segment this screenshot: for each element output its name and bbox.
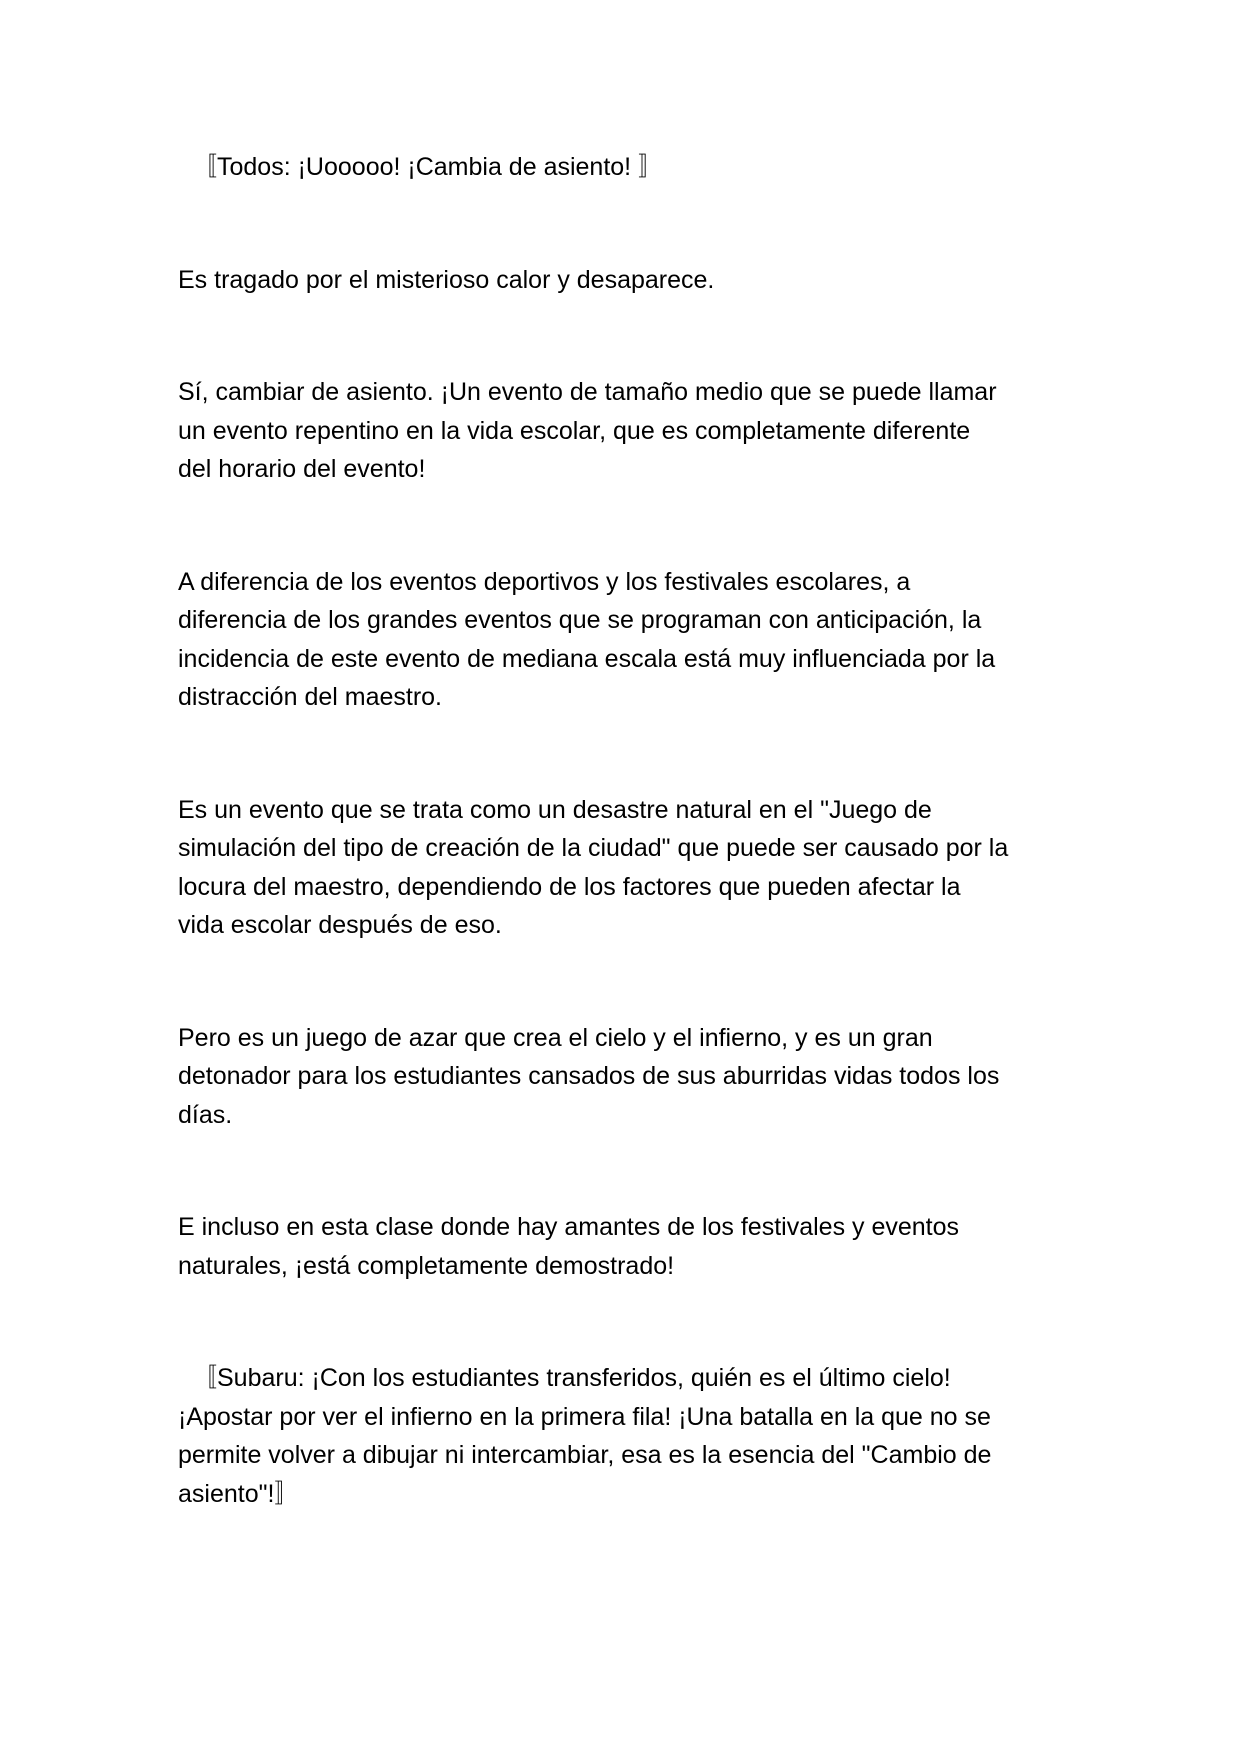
paragraph-line: Es tragado por el misterioso calor y desaparece. xyxy=(178,265,715,294)
paragraph-line: un evento repentino en la vida escolar, que es completamente diferente xyxy=(178,416,971,445)
paragraph-line: 〚Todos: ¡Uooooo! ¡Cambia de asiento! 〛 xyxy=(192,153,664,181)
paragraph-line: E incluso en esta clase donde hay amantes de los festivales y eventos xyxy=(178,1213,960,1241)
paragraph-dialogue-subaru xyxy=(178,1359,1078,1513)
paragraph-narration xyxy=(178,1208,1078,1285)
paragraph-narration xyxy=(178,563,1078,717)
paragraph-line: locura del maestro, dependiendo de los factores que pueden afectar la xyxy=(178,872,961,901)
paragraph-line: incidencia de este evento de mediana escala está muy influenciada por la xyxy=(178,644,996,673)
paragraph-line: días. xyxy=(178,1100,233,1129)
paragraph-line: asiento"!〛 xyxy=(178,1479,300,1508)
paragraph-line: 〚Subaru: ¡Con los estudiantes transferidos, quién es el último cielo! xyxy=(192,1364,951,1392)
paragraph-narration xyxy=(178,1019,1078,1135)
paragraph-line: simulación del tipo de creación de la ciudad" que puede ser causado por la xyxy=(178,834,1009,862)
paragraph-line: detonador para los estudiantes cansados de sus aburridas vidas todos los xyxy=(178,1062,1000,1090)
paragraph-line: vida escolar después de eso. xyxy=(178,911,502,939)
paragraph-line: Sí, cambiar de asiento. ¡Un evento de tamaño medio que se puede llamar xyxy=(178,378,997,406)
paragraph-line: ¡Apostar por ver el infierno en la primera fila! ¡Una batalla en la que no se xyxy=(178,1402,991,1431)
document-body xyxy=(178,148,1078,1513)
paragraph-line: Es un evento que se trata como un desastre natural en el "Juego de xyxy=(178,795,932,824)
paragraph-narration xyxy=(178,373,1078,489)
paragraph-line: naturales, ¡está completamente demostrado! xyxy=(178,1251,675,1280)
paragraph-line: diferencia de los grandes eventos que se programan con anticipación, la xyxy=(178,606,982,634)
paragraph-line: del horario del evento! xyxy=(178,455,426,483)
paragraph-dialogue-todos xyxy=(178,148,1078,187)
paragraph-line: Pero es un juego de azar que crea el cielo y el infierno, y es un gran xyxy=(178,1023,933,1052)
paragraph-narration xyxy=(178,261,1078,300)
paragraph-line: A diferencia de los eventos deportivos y los festivales escolares, a xyxy=(178,567,911,596)
paragraph-line: permite volver a dibujar ni intercambiar, esa es la esencia del "Cambio de xyxy=(178,1441,992,1469)
paragraph-line: distracción del maestro. xyxy=(178,683,443,711)
paragraph-narration xyxy=(178,791,1078,945)
